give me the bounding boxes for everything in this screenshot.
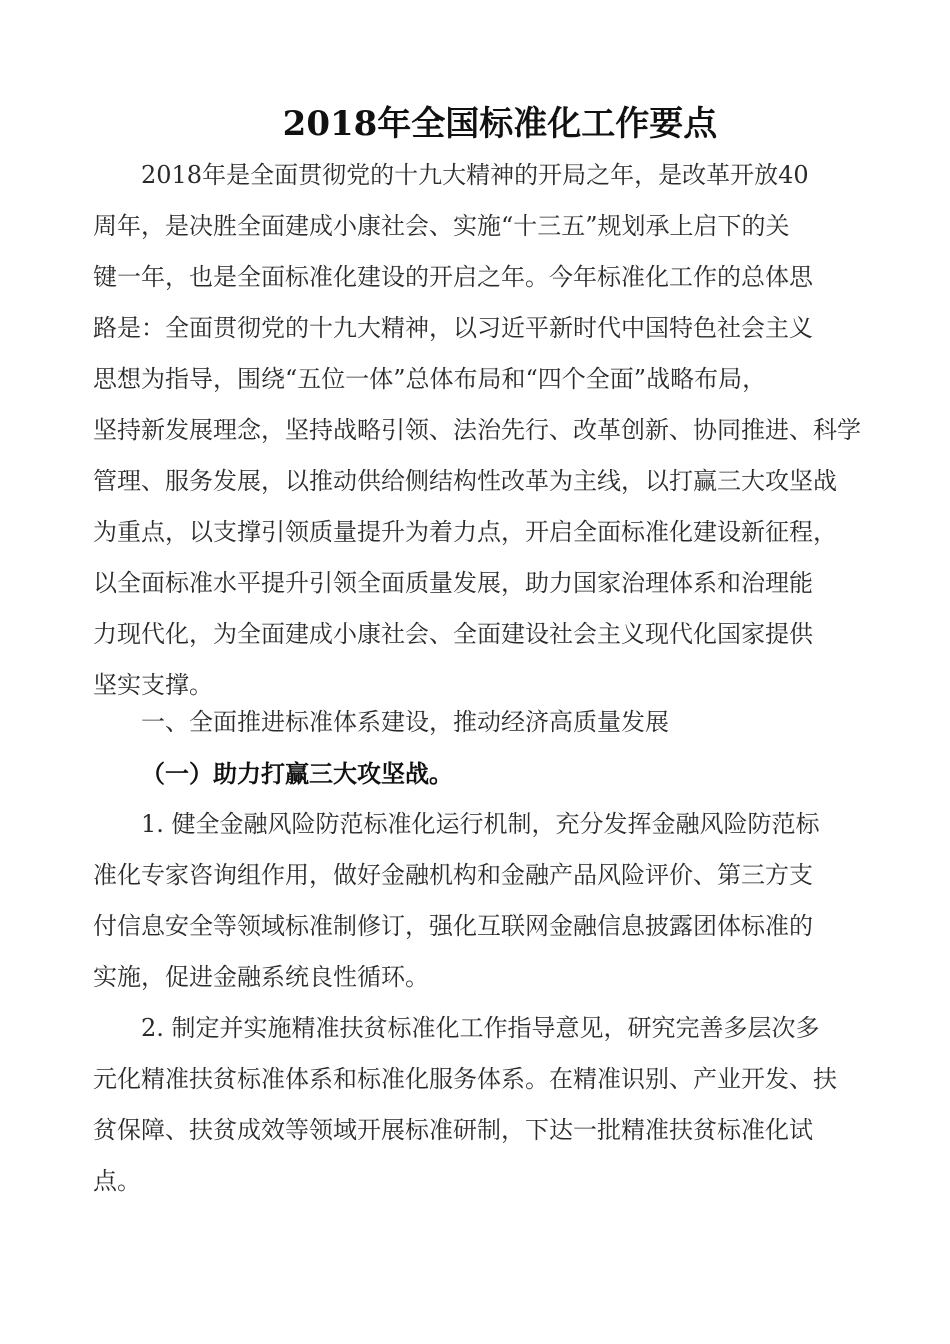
paragraph-line: 思想为指导，围绕“五位一体”总体布局和“四个全面”战略布局， — [93, 365, 767, 393]
section-1-heading-block — [93, 697, 857, 748]
paragraph-line: 2018年是全面贯彻党的十九大精神的开局之年，是改革开放40 — [141, 161, 809, 189]
item-1-paragraph — [93, 799, 857, 1003]
subsection-1-heading: （一）助力打赢三大攻坚战。 — [141, 759, 453, 788]
intro-paragraph — [93, 150, 861, 711]
paragraph-line: 周年，是决胜全面建成小康社会、实施“十三五”规划承上启下的关 — [93, 212, 790, 240]
paragraph-line: 力现代化，为全面建成小康社会、全面建设社会主义现代化国家提供 — [93, 620, 813, 648]
paragraph-line: 管理、服务发展，以推动供给侧结构性改革为主线，以打赢三大攻坚战 — [93, 467, 837, 495]
paragraph-line: 实施，促进金融系统良性循环。 — [93, 963, 429, 991]
paragraph-line: 以全面标准水平提升引领全面质量发展，助力国家治理体系和治理能 — [93, 569, 813, 597]
paragraph-line: 键一年，也是全面标准化建设的开启之年。今年标准化工作的总体思 — [93, 263, 813, 291]
paragraph-line: 坚实支撑。 — [93, 671, 213, 699]
paragraph-line: 付信息安全等领域标准制修订，强化互联网金融信息披露团体标准的 — [93, 912, 813, 940]
paragraph-line: 2. 制定并实施精准扶贫标准化工作指导意见，研究完善多层次多 — [141, 1014, 820, 1042]
paragraph-line: 为重点，以支撑引领质量提升为着力点，开启全面标准化建设新征程， — [93, 518, 837, 546]
item-2-paragraph — [93, 1003, 857, 1207]
paragraph-line: 坚持新发展理念，坚持战略引领、法治先行、改革创新、协同推进、科学 — [93, 416, 861, 444]
document-title: 2018年全国标准化工作要点 — [282, 104, 718, 144]
paragraph-line: 元化精准扶贫标准体系和标准化服务体系。在精准识别、产业开发、扶 — [93, 1065, 837, 1093]
paragraph-line: 贫保障、扶贫成效等领域开展标准研制，下达一批精准扶贫标准化试 — [93, 1116, 813, 1144]
paragraph-line: 路是：全面贯彻党的十九大精神，以习近平新时代中国特色社会主义 — [93, 314, 813, 342]
section-1-heading: 一、全面推进标准体系建设，推动经济高质量发展 — [141, 708, 669, 736]
subsection-1-heading-block — [93, 748, 857, 799]
paragraph-line: 准化专家咨询组作用，做好金融机构和金融产品风险评价、第三方支 — [93, 861, 813, 889]
paragraph-line: 点。 — [93, 1167, 141, 1195]
paragraph-line: 1. 健全金融风险防范标准化运行机制，充分发挥金融风险防范标 — [141, 810, 820, 838]
